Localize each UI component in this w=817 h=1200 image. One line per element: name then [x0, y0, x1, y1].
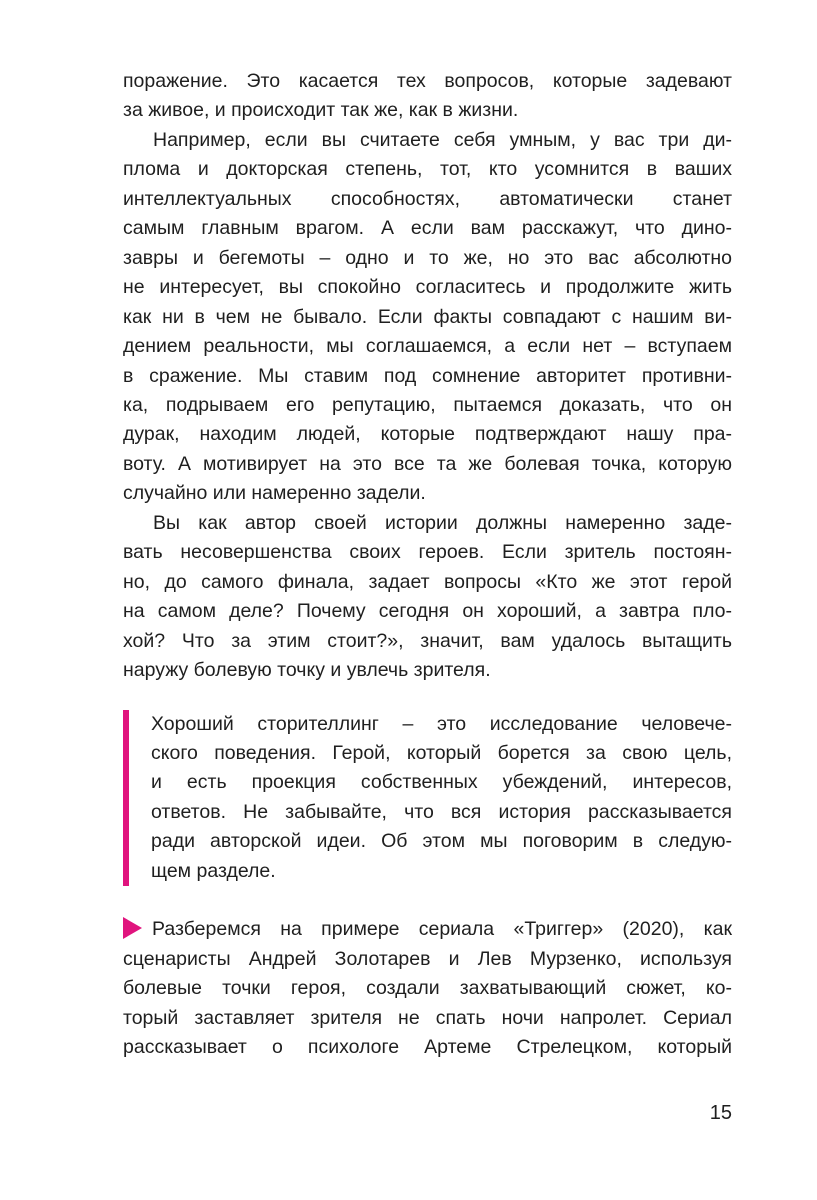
text-line: болевые точки героя, создали захватывающий сюжет, ко-	[123, 977, 732, 1000]
text-line: ответов. Не забывайте, что вся история рассказывается	[151, 800, 732, 823]
text-line: но, до самого финала, задает вопросы «Кто же этот герой	[123, 570, 732, 593]
text-line: ради авторской идеи. Об этом мы поговорим в следую-	[151, 830, 732, 853]
text-column	[123, 67, 732, 1128]
body-paragraph	[123, 509, 732, 686]
text-line: самым главным врагом. А если вам расскажут, что дино-	[123, 217, 732, 240]
text-line: за живое, и происходит так же, как в жизни.	[123, 99, 519, 122]
text-line: наружу болевую точку и увлечь зрителя.	[123, 659, 491, 682]
text-line: как ни в чем не бывало. Если факты совпадают с нашим ви-	[123, 305, 732, 328]
text-line: сценаристы Андрей Золотарев и Лев Мурзенко, используя	[123, 947, 732, 970]
text-line: Разберемся на примере сериала «Триггер» (2020), как	[123, 915, 732, 944]
arrow-bullet-icon	[123, 917, 142, 939]
text-line: Вы как автор своей истории должны намеренно заде-	[153, 511, 732, 534]
text-line: щем разделе.	[151, 859, 276, 882]
text-line: и есть проекция собственных убеждений, интересов,	[151, 771, 732, 794]
text-line: на самом деле? Почему сегодня он хороший, а завтра пло-	[123, 600, 732, 623]
page-number: 15	[709, 1101, 732, 1124]
text-line: воту. А мотивирует на это все та же болевая точка, которую	[123, 452, 732, 475]
text-line: в сражение. Мы ставим под сомнение авторитет противни-	[123, 364, 732, 387]
body-paragraph	[123, 126, 732, 509]
text-line: хой? Что за этим стоит?», значит, вам удалось вытащить	[123, 629, 732, 652]
quote-paragraph	[123, 710, 732, 887]
text-line: торый заставляет зрителя не спать ночи напролет. Сериал	[123, 1006, 732, 1029]
text-line: плома и докторская степень, тот, кто усомнится в ваших	[123, 158, 732, 181]
arrow-paragraph	[123, 915, 732, 1062]
text-line: рассказывает о психологе Артеме Стрелецком, который	[123, 1036, 732, 1059]
text-line: Хороший сторителлинг – это исследование человече-	[151, 712, 732, 735]
body-paragraph	[123, 67, 732, 126]
text-line: не интересует, вы спокойно согласитесь и продолжите жить	[123, 276, 732, 299]
text-line: ского поведения. Герой, который борется за свою цель,	[151, 741, 732, 764]
text-line: вать несовершенства своих героев. Если зритель постоян-	[123, 541, 732, 564]
text-line: завры и бегемоты – одно и то же, но это вас абсолютно	[123, 246, 732, 269]
text-line: поражение. Это касается тех вопросов, которые задевают	[123, 70, 732, 92]
text-line: Например, если вы считаете себя умным, у вас три ди-	[153, 128, 732, 151]
text-line: дурак, находим людей, которые подтверждают нашу пра-	[123, 423, 732, 446]
text-line: интеллектуальных способностях, автоматически станет	[123, 187, 732, 210]
text-line: ка, подрываем его репутацию, пытаемся доказать, что он	[123, 393, 732, 416]
text-line: случайно или намеренно задели.	[123, 482, 426, 505]
text-line: дением реальности, мы соглашаемся, а если нет – вступаем	[123, 335, 732, 358]
